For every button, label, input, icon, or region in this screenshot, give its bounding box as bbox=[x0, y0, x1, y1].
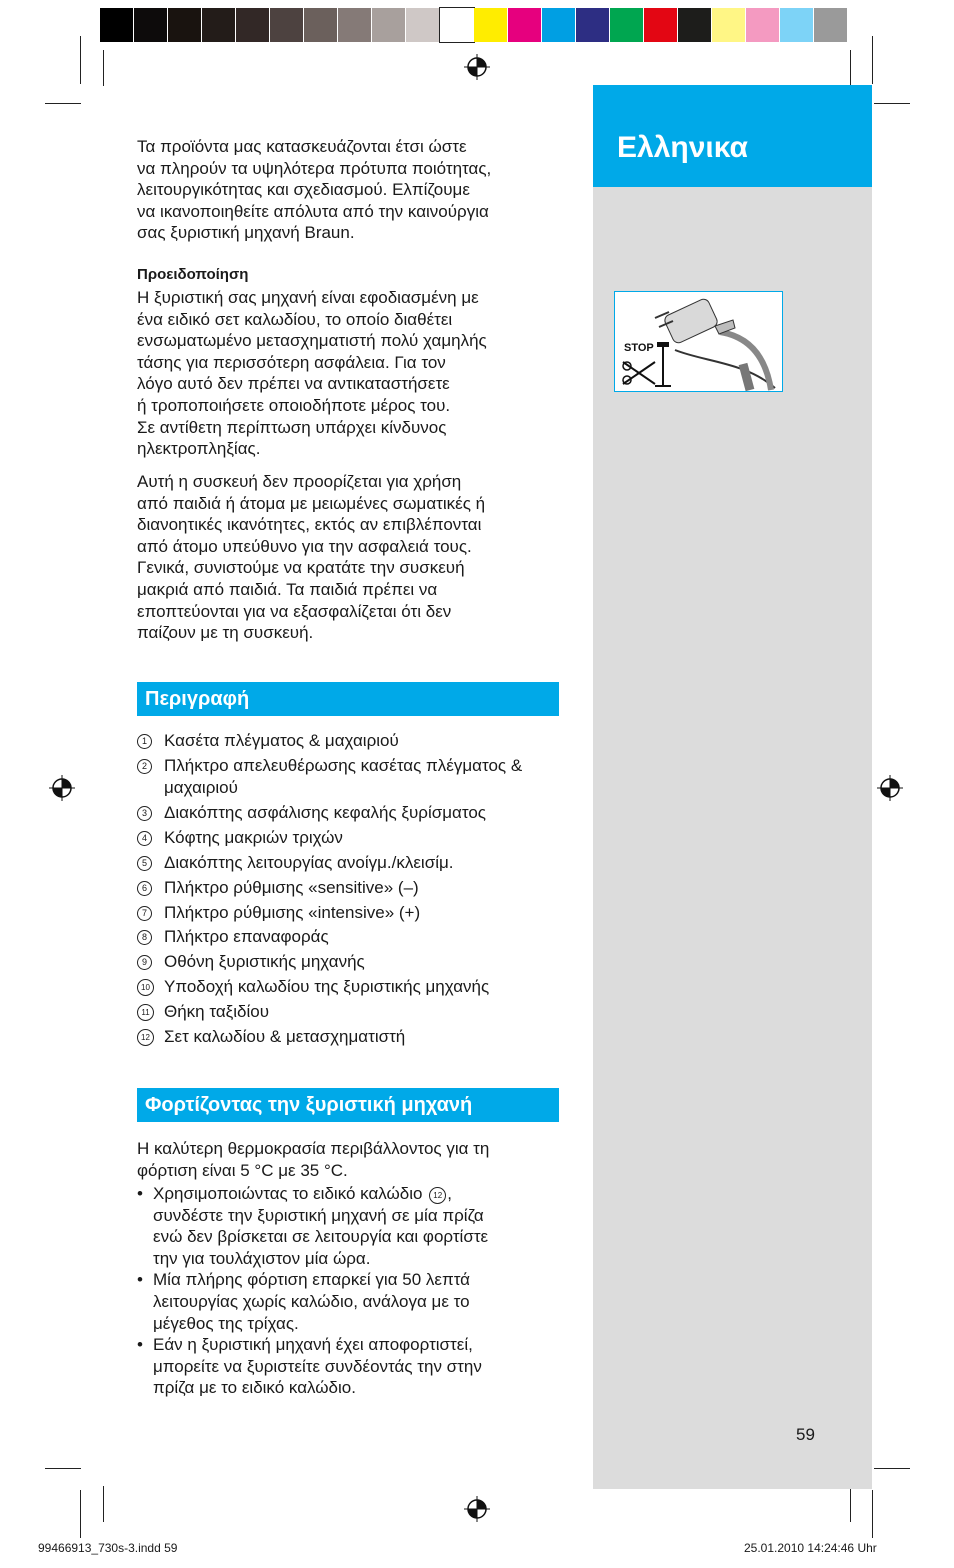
plug-cord-stop-icon bbox=[615, 292, 782, 391]
charging-bullet bbox=[137, 1269, 562, 1334]
part-label: Κόφτης μακριών τριχών bbox=[164, 827, 343, 847]
part-label: Πλήκτρο ρύθμισης «sensitive» (–) bbox=[164, 877, 419, 897]
part-item bbox=[137, 802, 567, 824]
warning-heading: Προειδοποίηση bbox=[137, 266, 249, 283]
description-title: Περιγραφή bbox=[145, 688, 250, 710]
part-label: Πλήκτρο επαναφοράς bbox=[164, 927, 329, 947]
charging-bullets bbox=[137, 1183, 562, 1399]
color-swatch bbox=[542, 8, 576, 42]
color-swatch bbox=[780, 8, 814, 42]
part-item bbox=[137, 852, 567, 874]
description-section-bar bbox=[137, 682, 559, 716]
color-swatch bbox=[440, 8, 474, 42]
crop-mark bbox=[872, 36, 873, 84]
color-swatch bbox=[474, 8, 508, 42]
part-label: Υποδοχή καλωδίου της ξυριστικής μηχανής bbox=[164, 977, 490, 997]
registration-mark-left bbox=[49, 775, 75, 801]
crop-mark bbox=[103, 50, 104, 86]
color-swatch bbox=[168, 8, 202, 42]
part-number: 6 bbox=[137, 881, 152, 896]
color-swatch bbox=[100, 8, 134, 42]
part-label: Πλήκτρο ρύθμισης «intensive» (+) bbox=[164, 902, 421, 922]
color-swatch bbox=[814, 8, 848, 42]
cord-figure bbox=[614, 291, 783, 392]
part-item bbox=[137, 926, 567, 948]
part-label: Πλήκτρο απελευθέρωσης κασέτας πλέγματος & μαχαιριού bbox=[164, 755, 523, 797]
color-swatch bbox=[134, 8, 168, 42]
charging-bullet bbox=[137, 1334, 562, 1399]
intro-paragraph: Τα προϊόντα μας κατασκευάζονται έτσι ώστε να πληρούν τα υψηλότερα πρότυπα ποιότητας, λειτουργικότητας και σχεδιασμού. Ελπίζουμε να ικανοποιηθείτε απόλυτα από την καινούργια σας ξυριστική μηχανή Braun. bbox=[137, 137, 492, 243]
crop-mark bbox=[850, 50, 851, 86]
part-number: 2 bbox=[137, 759, 152, 774]
part-item bbox=[137, 1026, 567, 1048]
part-label: Διακόπτης λειτουργίας ανοίγμ./κλεισίμ. bbox=[164, 852, 454, 872]
language-title: Ελληνικα bbox=[617, 131, 748, 164]
color-swatch bbox=[508, 8, 542, 42]
part-number: 1 bbox=[137, 734, 152, 749]
crop-mark bbox=[45, 1468, 81, 1469]
color-swatch bbox=[712, 8, 746, 42]
part-number: 7 bbox=[137, 906, 152, 921]
part-number: 12 bbox=[137, 1029, 154, 1046]
crop-mark bbox=[80, 1490, 81, 1538]
crop-mark bbox=[874, 103, 910, 104]
part-item bbox=[137, 827, 567, 849]
crop-mark bbox=[872, 1490, 873, 1538]
bullet-dot: • bbox=[137, 1335, 143, 1355]
color-swatch bbox=[270, 8, 304, 42]
warning-paragraph-2: Αυτή η συσκευή δεν προορίζεται για χρήση από παιδιά ή άτομα με μειωμένες σωματικές ή διανοητικές ικανότητες, εκτός αν επιβλέπονται από άτομο υπεύθυνο για την ασφαλειά τους. Γενικά, συνιστούμε να κρατάτε την συσκευή μακριά από παιδιά. Τα παιδιά πρέπει να εποπτεύονται για να εξασφαλίζεται ότι δεν παίζουν με τη συσκευή. bbox=[137, 472, 486, 643]
footer-timestamp: 25.01.2010 14:24:46 Uhr bbox=[744, 1541, 877, 1555]
color-swatch bbox=[644, 8, 678, 42]
color-swatch bbox=[304, 8, 338, 42]
bullet-dot: • bbox=[137, 1184, 143, 1203]
part-label: Σετ καλωδίου & μετασχηματιστή bbox=[164, 1027, 406, 1047]
crop-mark bbox=[80, 36, 81, 84]
color-swatch bbox=[678, 8, 712, 42]
part-label: Κασέτα πλέγματος & μαχαιριού bbox=[164, 731, 399, 750]
bullet-text: Χρησιμοποιώντας το ειδικό καλώδιο 12 , συνδέστε την ξυριστική μηχανή σε μία πρίζα ενώ δεν βρίσκεται σε λειτουργία και φορτίστε την για τουλάχιστον μία ώρα. bbox=[153, 1184, 489, 1268]
part-reference: 12 bbox=[429, 1187, 446, 1204]
charging-bullet bbox=[137, 1183, 562, 1269]
part-item bbox=[137, 1001, 567, 1023]
color-swatch bbox=[338, 8, 372, 42]
part-item bbox=[137, 902, 567, 924]
part-label: Οθόνη ξυριστικής μηχανής bbox=[164, 952, 365, 972]
registration-mark-right bbox=[877, 775, 903, 801]
charging-intro: Η καλύτερη θερμοκρασία περιβάλλοντος για τη φόρτιση είναι 5 °C με 35 °C. bbox=[137, 1139, 490, 1180]
bullet-text: Μία πλήρης φόρτιση επαρκεί για 50 λεπτά λειτουργίας χωρίς καλώδιο, ανάλογα με το μέγεθος της τρίχας. bbox=[153, 1270, 470, 1333]
crop-mark bbox=[45, 103, 81, 104]
crop-mark bbox=[850, 1486, 851, 1522]
part-number: 4 bbox=[137, 831, 152, 846]
part-number: 8 bbox=[137, 930, 152, 945]
bullet-text: Εάν η ξυριστική μηχανή έχει αποφορτιστεί, μπορείτε να ξυριστείτε συνδέοντάς την στην πρίζα με το ειδικό καλώδιο. bbox=[153, 1335, 482, 1398]
part-item bbox=[137, 730, 567, 752]
part-number: 10 bbox=[137, 979, 154, 996]
part-item bbox=[137, 755, 567, 798]
color-swatch bbox=[202, 8, 236, 42]
part-item bbox=[137, 976, 567, 998]
bullet-dot: • bbox=[137, 1270, 143, 1290]
color-swatch bbox=[576, 8, 610, 42]
color-swatch bbox=[406, 8, 440, 42]
parts-list bbox=[137, 730, 567, 1051]
crop-mark bbox=[874, 1468, 910, 1469]
part-number: 5 bbox=[137, 856, 152, 871]
stop-label: STOP bbox=[624, 342, 654, 354]
color-swatch bbox=[610, 8, 644, 42]
part-item bbox=[137, 877, 567, 899]
registration-mark-top bbox=[464, 54, 490, 80]
color-swatch bbox=[372, 8, 406, 42]
charging-section-bar bbox=[137, 1088, 559, 1122]
color-swatch bbox=[236, 8, 270, 42]
page-number: 59 bbox=[796, 1425, 815, 1444]
part-number: 3 bbox=[137, 806, 152, 821]
charging-title: Φορτίζοντας την ξυριστική μηχανή bbox=[145, 1094, 473, 1116]
part-label: Διακόπτης ασφάλισης κεφαλής ξυρίσματος bbox=[164, 802, 486, 822]
part-number: 9 bbox=[137, 955, 152, 970]
crop-mark bbox=[103, 1486, 104, 1522]
registration-mark-bottom bbox=[464, 1496, 490, 1522]
part-number: 11 bbox=[137, 1004, 154, 1021]
footer-file-info: 99466913_730s-3.indd 59 bbox=[38, 1541, 178, 1555]
color-swatch bbox=[746, 8, 780, 42]
part-label: Θήκη ταξιδίου bbox=[164, 1002, 270, 1022]
part-item bbox=[137, 951, 567, 973]
color-calibration-bar bbox=[100, 8, 848, 42]
warning-paragraph-1: Η ξυριστική σας μηχανή είναι εφοδιασμένη με ένα ειδικό σετ καλωδίου, το οποίο διαθέτει ενσωματωμένο μετασχηματιστή πολύ χαμηλής τάσης για περισσότερη ασφάλεια. Για τον λόγο αυτό δεν πρέπει να αντικαταστήσετε ή τροποποιήσετε οποιοδήποτε μέρος του. Σε αντίθετη περίπτωση υπάρχει κίνδυνος ηλεκτροπληξίας. bbox=[137, 288, 487, 459]
